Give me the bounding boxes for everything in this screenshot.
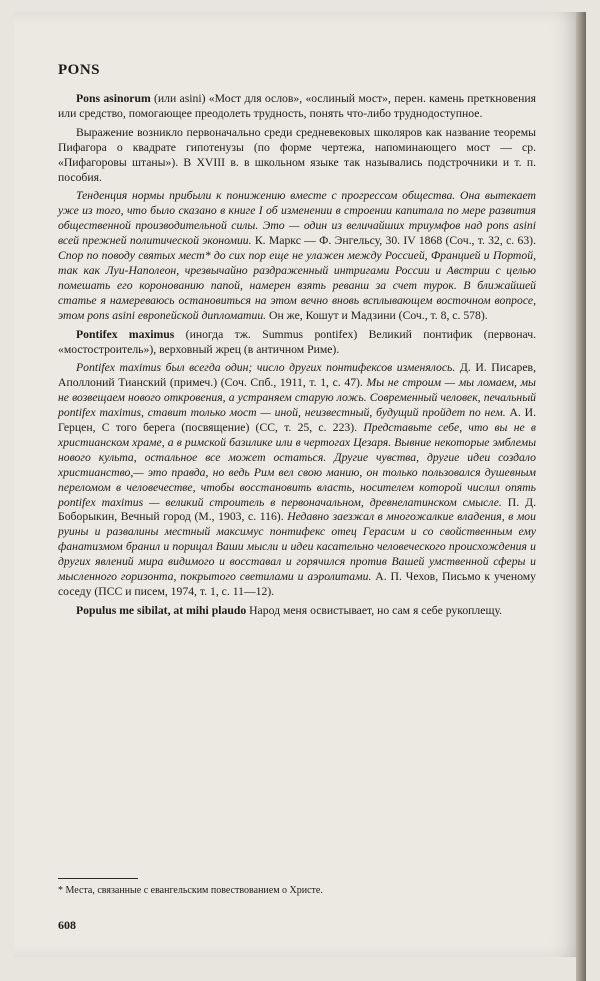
entry-definition: (или asini) «Мост для ослов», «ослиный мост», перен. камень преткновения или средство, помогающее преодолеть трудность, понять что-либо труднодоступное. [58, 92, 536, 120]
quote-source: Он же, Кошут и Мадзини (Соч., т. 8, с. 578). [266, 308, 488, 322]
quote-text: Недавно заезжал в многожалкие владения, в мои руины и развалины местный максимус понтифекс отец Герасим и со свойственным ему фанатизмом бранил и порицал Ваши мысли и идеи касательно человеческого происхождения и других явлений мира видимого и восставал и горячился против Вашей умственной сферы и мысленного горизонта, покрытого светилами и аэролитами. [58, 510, 536, 584]
entry-term: Pons asinorum [76, 92, 151, 105]
quote-source: А. П. Чехов, Письмо к ученому соседу (ПСС и писем, 1974, т. 1, с. 11—12). [58, 570, 536, 598]
entry-pontifex-maximus-definition [58, 328, 536, 358]
citation-marx [58, 189, 536, 323]
quote-text: Мы не строим — мы ломаем, мы не возвещаем нового откровения, а устраняем старую ложь. Современный человек, печальный pontifex maximus, ставит только мост — иной, неизвестный, будущий пройдет по нем. [58, 376, 536, 420]
citation-pontifex [58, 361, 536, 600]
page-number: 608 [58, 918, 76, 932]
quote-text: Представьте себе, что вы не в христианском храме, а в римской базилике или в чертогах Цезаря. Вывние некоторые эмблемы нового культа, остальное все может остаться. Другие чувства, другие идеи создало христианство,— это правда, но ведь Рим вел свою манию, он только пользовался душевным переломом в человечестве, чтобы восстановить власть, носителем которой числил опять pontifex maximus — великий строитель в первоначальном, древнелатинском смысле. [58, 421, 536, 509]
footnote-divider [58, 878, 138, 879]
entry-term: Populus me sibilat, at mihi plaudo [76, 603, 247, 617]
dictionary-text [58, 92, 536, 623]
entry-populus-me-sibilat [58, 604, 536, 619]
running-header: PONS [58, 62, 101, 78]
entry-definition: Народ меня освистывает, но сам я себе рукоплещу. [246, 603, 503, 617]
entry-term: Pontifex maximus [76, 327, 175, 341]
quote-source: А. И. Герцен, С того берега (посвящение) (СС, т. 25, с. 223). [58, 406, 536, 435]
quote-text: Спор по поводу святых мест* до сих пор еще не улажен между Россией, Францией и Портой, так как Луи-Наполеон, чрезвычайно раздраженный интригами России и Австрии с целью помешать его коронованию папой, намерен взять реванш за счет турок. В ближайшей статье я намереваюсь остановиться на этом вечно вновь всплывающем восточном вопросе, этом pons asini европейской дипломатии. [58, 249, 536, 322]
entry-pons-asinorum-origin: Выражение возникло первоначально среди средневековых школяров как название теоремы Пифагора о квадрате гипотенузы (по форме чертежа, напоминающего мост — ср. «Пифагоровы штаны»). В XVIII в. в школьном языке так назывались подстрочники и т. п. пособия. [58, 125, 536, 184]
quote-text: Pontifex maximus был всегда один; число других понтифексов изменялось. [76, 361, 456, 375]
quote-text: Тенденция нормы прибыли к понижению вместе с прогрессом общества. Она вытекает уже из того, что было сказано в книге I об изменении в строении капитала по мере развития общественной производительной силы. Это — один из величайших триумфов над pons asini всей прежней политической экономии. [58, 189, 536, 248]
footnote: * Места, связанные с евангельским повествованием о Христе. [58, 885, 323, 896]
quote-source: К. Маркс — Ф. Энгельсу, 30. IV 1868 (Соч., т. 32, с. 63). [251, 234, 536, 248]
quote-source: П. Д. Боборыкин, Вечный город (М., 1903, с. 116). [58, 495, 536, 524]
entry-definition: (иногда тж. Summus pontifex) Великий понтифик (первонач. «мостостроитель»), верховный жрец (в античном Риме). [58, 327, 537, 356]
quote-source: Д. И. Писарев, Аполлоний Тианский (примеч.) (Соч. Спб., 1911, т. 1, с. 47). [58, 361, 536, 390]
page-gutter-shadow [576, 12, 586, 981]
entry-pons-asinorum-definition [58, 92, 536, 122]
